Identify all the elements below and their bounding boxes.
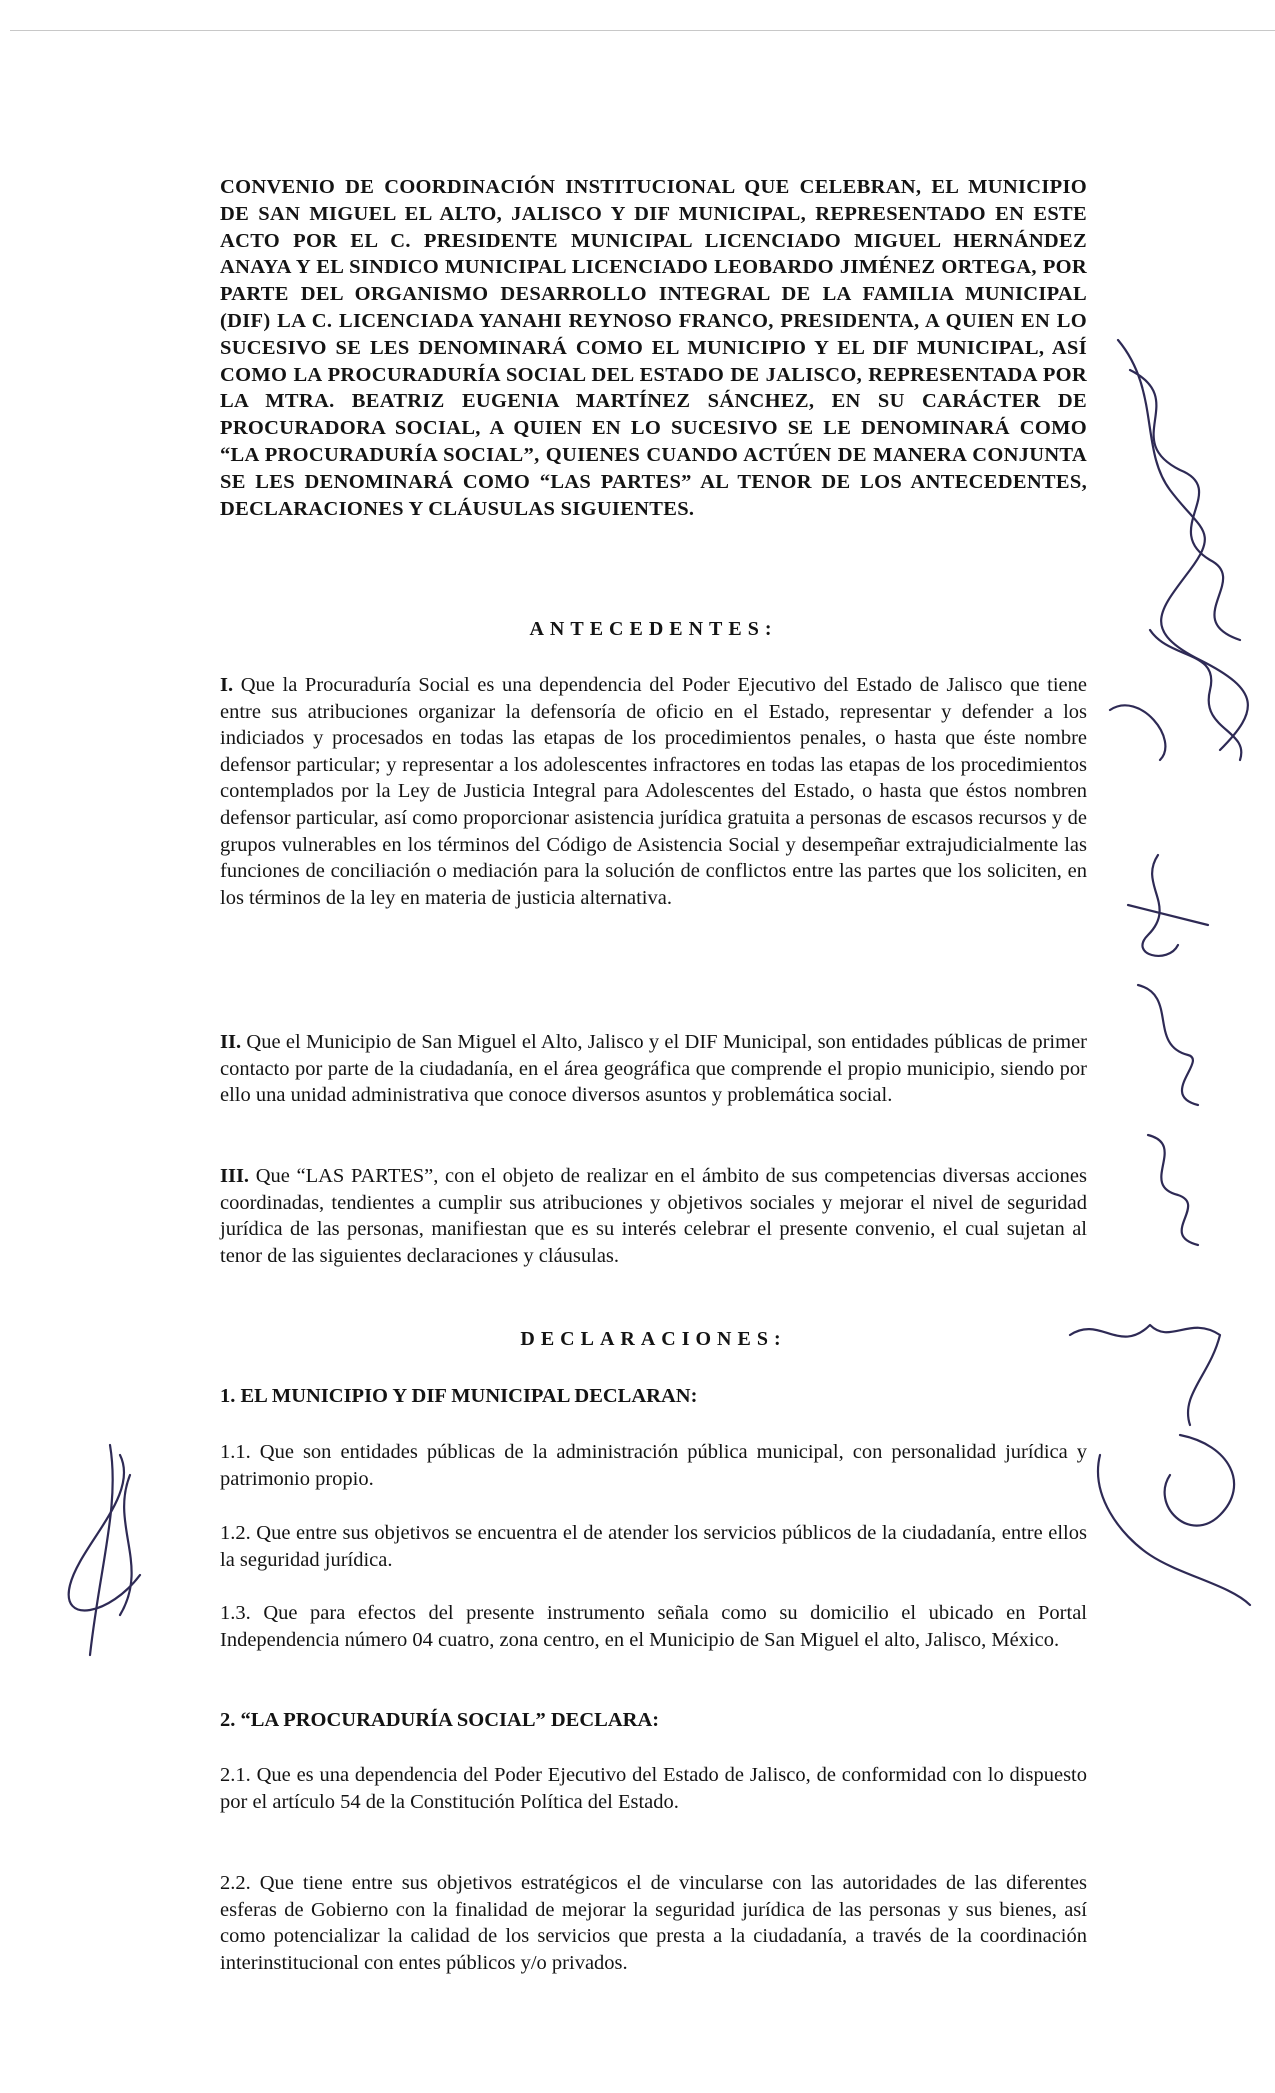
declaration-2-1: 2.1. Que es una dependencia del Poder Ejecutivo del Estado de Jalisco, de conformidad con lo dispuesto por el artículo 54 de la Constitución Política del Estado. [220, 1764, 1087, 1813]
antecedente-item-3 [220, 1163, 1087, 1269]
margin-signature-vertical [1118, 845, 1228, 1285]
declaration-1-1: 1.1. Que son entidades públicas de la administración pública municipal, con personalidad jurídica y patrimonio propio. [220, 1441, 1087, 1490]
declaration-1-3: 1.3. Que para efectos del presente instrumento señala como su domicilio el ubicado en Portal Independencia número 04 cuatro, zona centro, en el Municipio de San Miguel el alto, Jalisco, México. [220, 1602, 1087, 1651]
antecedente-number: III. [220, 1165, 250, 1187]
declaration-1-2: 1.2. Que entre sus objetivos se encuentra el de atender los servicios públicos de la ciudadanía, entre ellos la seguridad jurídica. [220, 1522, 1087, 1571]
antecedente-text: Que “LAS PARTES”, con el objeto de realizar en el ámbito de sus competencias diversas acciones coordinadas, tendientes a cumplir sus atribuciones y objetivos sociales y mejorar el nivel de seguridad jurídica de las personas, manifiestan que es su interés celebrar el presente convenio, el cual sujetan al tenor de las siguientes declaraciones y cláusulas. [220, 1165, 1087, 1267]
section-1-title: 1. EL MUNICIPIO Y DIF MUNICIPAL DECLARAN: [220, 1385, 698, 1407]
antecedente-number: I. [220, 674, 234, 696]
antecedentes-heading: ANTECEDENTES: [529, 618, 778, 640]
section-2-title: 2. “LA PROCURADURÍA SOCIAL” DECLARA: [220, 1709, 660, 1731]
margin-signature-lower [1060, 1305, 1260, 1605]
antecedente-text: Que la Procuraduría Social es una dependencia del Poder Ejecutivo del Estado de Jalisco que tiene entre sus atribuciones organizar la defensoría de oficio en el Estado, representar y defender a los indiciados y procesados en todas las etapas de los procedimientos penales, o hasta que éste nombre defensor particular; y representar a los adolescentes infractores en todas las etapas de los procedimientos contemplados por la Ley de Justicia Integral para Adolescentes del Estado, o hasta que éstos nombren defensor particular, así como proporcionar asistencia jurídica gratuita a personas de escasos recursos y de grupos vulnerables en los términos del Código de Asistencia Social y desempeñar extrajudicialmente las funciones de conciliación o mediación para la solución de conflictos entre las partes que los soliciten, en los términos de la ley en materia de justicia alternativa. [220, 674, 1088, 909]
scan-edge-line [10, 30, 1275, 31]
margin-signature-large [1100, 330, 1270, 770]
antecedente-item-1 [220, 672, 1087, 911]
agreement-intro-paragraph: CONVENIO DE COORDINACIÓN INSTITUCIONAL QUE CELEBRAN, EL MUNICIPIO DE SAN MIGUEL EL ALTO, JALISCO Y DIF MUNICIPAL, REPRESENTADO EN ESTE ACTO POR EL C. PRESIDENTE MUNICIPAL LICENCIADO MIGUEL HERNÁNDEZ ANAYA Y EL SINDICO MUNICIPAL LICENCIADO LEOBARDO JIMÉNEZ ORTEGA, POR PARTE DEL ORGANISMO DESARROLLO INTEGRAL DE LA FAMILIA MUNICIPAL (DIF) LA C. LICENCIADA YANAHI REYNOSO FRANCO, PRESIDENTA, A QUIEN EN LO SUCESIVO SE LES DENOMINARÁ COMO EL MUNICIPIO Y EL DIF MUNICIPAL, ASÍ COMO LA PROCURADURÍA SOCIAL DEL ESTADO DE JALISCO, REPRESENTADA POR LA MTRA. BEATRIZ EUGENIA MARTÍNEZ SÁNCHEZ, EN SU CARÁCTER DE PROCURADORA SOCIAL, A QUIEN EN LO SUCESIVO SE LE DENOMINARÁ COMO “LA PROCURADURÍA SOCIAL”, QUIENES CUANDO ACTÚEN DE MANERA CONJUNTA SE LES DENOMINARÁ COMO “LAS PARTES” AL TENOR DE LOS ANTECEDENTES, DECLARACIONES Y CLÁUSULAS SIGUIENTES. [220, 176, 1087, 520]
left-margin-signature [50, 1435, 170, 1665]
antecedente-text: Que el Municipio de San Miguel el Alto, Jalisco y el DIF Municipal, son entidades públicas de primer contacto por parte de la ciudadanía, en el área geográfica que comprende el propio municipio, siendo por ello una unidad administrativa que conoce diversos asuntos y problemática social. [220, 1031, 1088, 1107]
antecedente-item-2 [220, 1029, 1087, 1109]
declaraciones-heading: DECLARACIONES: [520, 1328, 787, 1350]
declaration-2-2: 2.2. Que tiene entre sus objetivos estratégicos el de vincularse con las autoridades de las diferentes esferas de Gobierno con la finalidad de mejorar la seguridad jurídica de las personas y sus bienes, así como potencializar la calidad de los servicios que presta a la ciudadanía, a través de la coordinación interinstitucional con entes públicos y/o privados. [220, 1872, 1087, 1974]
antecedente-number: II. [220, 1031, 242, 1053]
